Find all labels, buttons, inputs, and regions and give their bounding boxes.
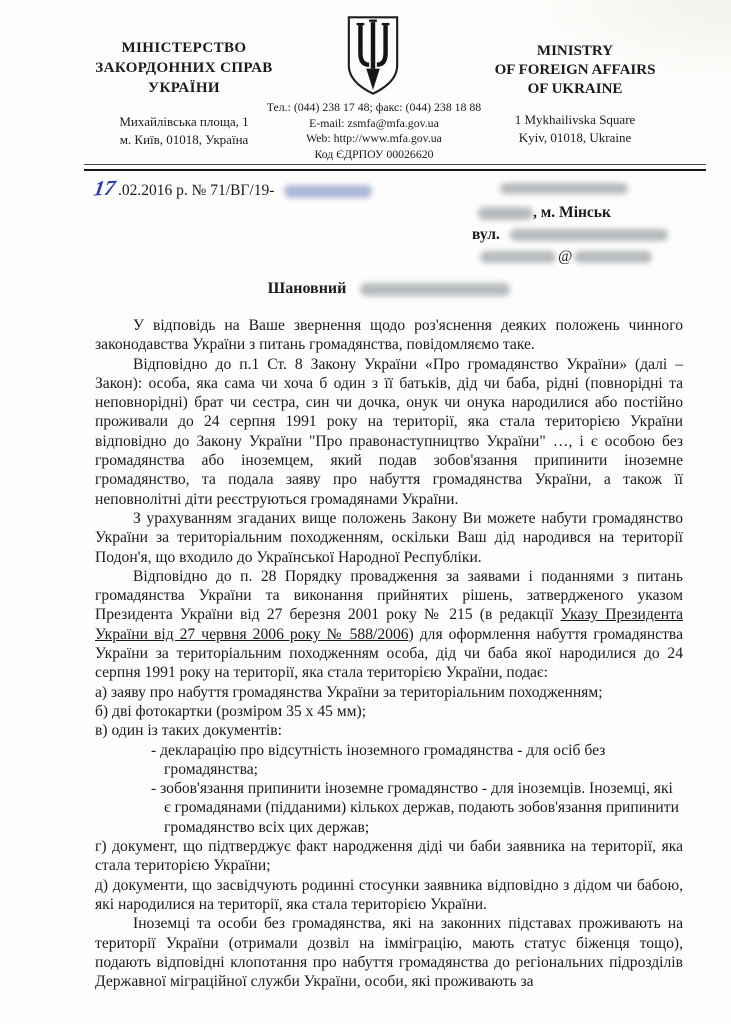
- sublist-item-obligation: - зобов'язання припинити іноземне громадянство - для іноземців. Іноземці, які є громадянами (підданими) кількох держав, подають зобов'язання припинити громадянство всіх цих держав;: [151, 780, 679, 836]
- list-item-d: д) документи, що засвідчують родинні стосунки заявника відповідно з дідом чи бабою, які народилися на території, яка стала територією України.: [95, 876, 683, 913]
- address-line: Kyiv, 01018, Ukraine: [518, 130, 632, 145]
- ministry-contact-block: [246, 100, 502, 162]
- web-line: Web: http://www.mfa.gov.ua: [306, 131, 442, 145]
- ministry-name-en: [466, 42, 684, 99]
- title-line: УКРАЇНИ: [148, 80, 220, 96]
- recipient-street-row: [472, 226, 668, 244]
- p28-text-before: Відповідно до п. 28 Порядку провадження за заявами і поданнями з питань громадянства України та виконання прийнятих рішень, затвердженого указом Президента України від 27 березня 2001 року № 215 (в редакції: [95, 567, 683, 624]
- ministry-header-en: [466, 42, 684, 147]
- paragraph-intro: У відповідь на Ваше звернення щодо роз'яснення деяких положень чинного законодавства України з питань громадянства, повідомляємо таке.: [95, 317, 683, 354]
- address-line: м. Київ, 01018, Україна: [119, 132, 249, 147]
- ministry-name-ua: [66, 38, 302, 98]
- reference-number: .02.2016 р. № 71/ВГ/19-: [118, 182, 275, 199]
- redacted-email-local: [480, 251, 556, 263]
- title-line: OF UKRAINE: [527, 81, 623, 97]
- address-line: Михайлівська площа, 1: [119, 114, 249, 129]
- redacted-addressee-name: [360, 283, 510, 296]
- header-divider-rule: [84, 164, 706, 171]
- ministry-address-en: [466, 111, 684, 147]
- email-line: E-mail: zsmfa@mfa.gov.ua: [309, 115, 439, 130]
- sublist-item-declaration: - декларацію про відсутність іноземного громадянства - для осіб без громадянства;: [151, 741, 606, 778]
- phone-fax-line: Тел.: (044) 238 17 48; факс: (044) 238 18 88: [266, 100, 482, 114]
- recipient-city: , м. Мінськ: [533, 204, 611, 221]
- paragraph-law-article8: Відповідно до п.1 Ст. 8 Закону України «Про громадянство України» (далі – Закон): особа, яка сама чи хоча б один з її батьків, дід чи баба, рідні (повнорідні та неповнорідні) брат чи сестра, син чи дочка, онук чи онука народилися або постійно проживали до 24 серпня 1991 року на території, яка стала територією України відповідно до Закону України "Про правонаступництво України" …, і є особою без громадянства або іноземцем, який подав зобов'язання припинити іноземне громадянство, та подала заяву про набуття громадянства України, а також її неповнолітні діти реєструються громадянами України.: [95, 355, 683, 508]
- paragraph-procedure-p28: [95, 567, 683, 683]
- edrpou-line: Код ЄДРПОУ 00026620: [314, 146, 434, 161]
- list-item-b: б) дві фотокартки (розміром 35 х 45 мм);: [95, 702, 367, 720]
- paragraph-territorial-origin: З урахуванням згаданих вище положень Закону Ви можете набути громадянство України за територіальним походженням, оскільки Ваш дід народився на території Подон'я, що входило до Української Народної Республіки.: [95, 509, 683, 566]
- address-line: 1 Mykhailivska Square: [514, 112, 636, 127]
- list-item-a: а) заяву про набуття громадянства України за територіальним походженням;: [95, 683, 603, 701]
- redacted-street: [510, 229, 668, 241]
- title-line: МІНІСТЕРСТВО: [121, 40, 247, 56]
- list-item-v: в) один із таких документів:: [95, 722, 282, 740]
- redacted-email-domain: [574, 251, 652, 263]
- paragraph-foreigners: Іноземці та особи без громадянства, які на законних підставах проживають на території України (отримали дозвіл на імміграцію, мають статус біженця тощо), подають відповідні клопотання про набуття громадянства до регіональних підрозділів Державної міграційної служби України, особи, які проживають за: [95, 915, 683, 991]
- salutation-prefix: Шановний: [267, 280, 347, 297]
- handwritten-day: 17: [92, 175, 118, 201]
- at-sign: @: [558, 248, 573, 265]
- reference-line: [94, 176, 372, 201]
- street-label: вул.: [472, 226, 500, 243]
- p28-underlined-decree: Указу Президента України від 27 червня 2006 року № 588/2006: [95, 606, 683, 643]
- title-line: MINISTRY: [536, 43, 614, 59]
- letter-body: [95, 316, 683, 991]
- salutation-line: [95, 280, 683, 298]
- recipient-email-row: [480, 248, 652, 266]
- redacted-recipient-name: [500, 183, 628, 194]
- redacted-postcode: [478, 207, 533, 220]
- recipient-city-row: [478, 204, 611, 222]
- title-line: OF FOREIGN AFFAIRS: [494, 62, 656, 78]
- redacted-reference-suffix: [284, 185, 372, 198]
- title-line: ЗАКОРДОННИХ СПРАВ: [95, 60, 273, 76]
- ukraine-trident-emblem-icon: [344, 13, 402, 99]
- recipient-name-row: [500, 179, 628, 197]
- p28-text-after: ) для оформлення набуття громадянства України за територіальним походженням особа, дід чи баба якої народилися до 24 серпня 1991 року на території, яка стала територією України, подає:: [95, 625, 683, 682]
- list-item-g: г) документ, що підтверджує факт народження діді чи баби заявника на території, яка стала територією України;: [95, 838, 683, 875]
